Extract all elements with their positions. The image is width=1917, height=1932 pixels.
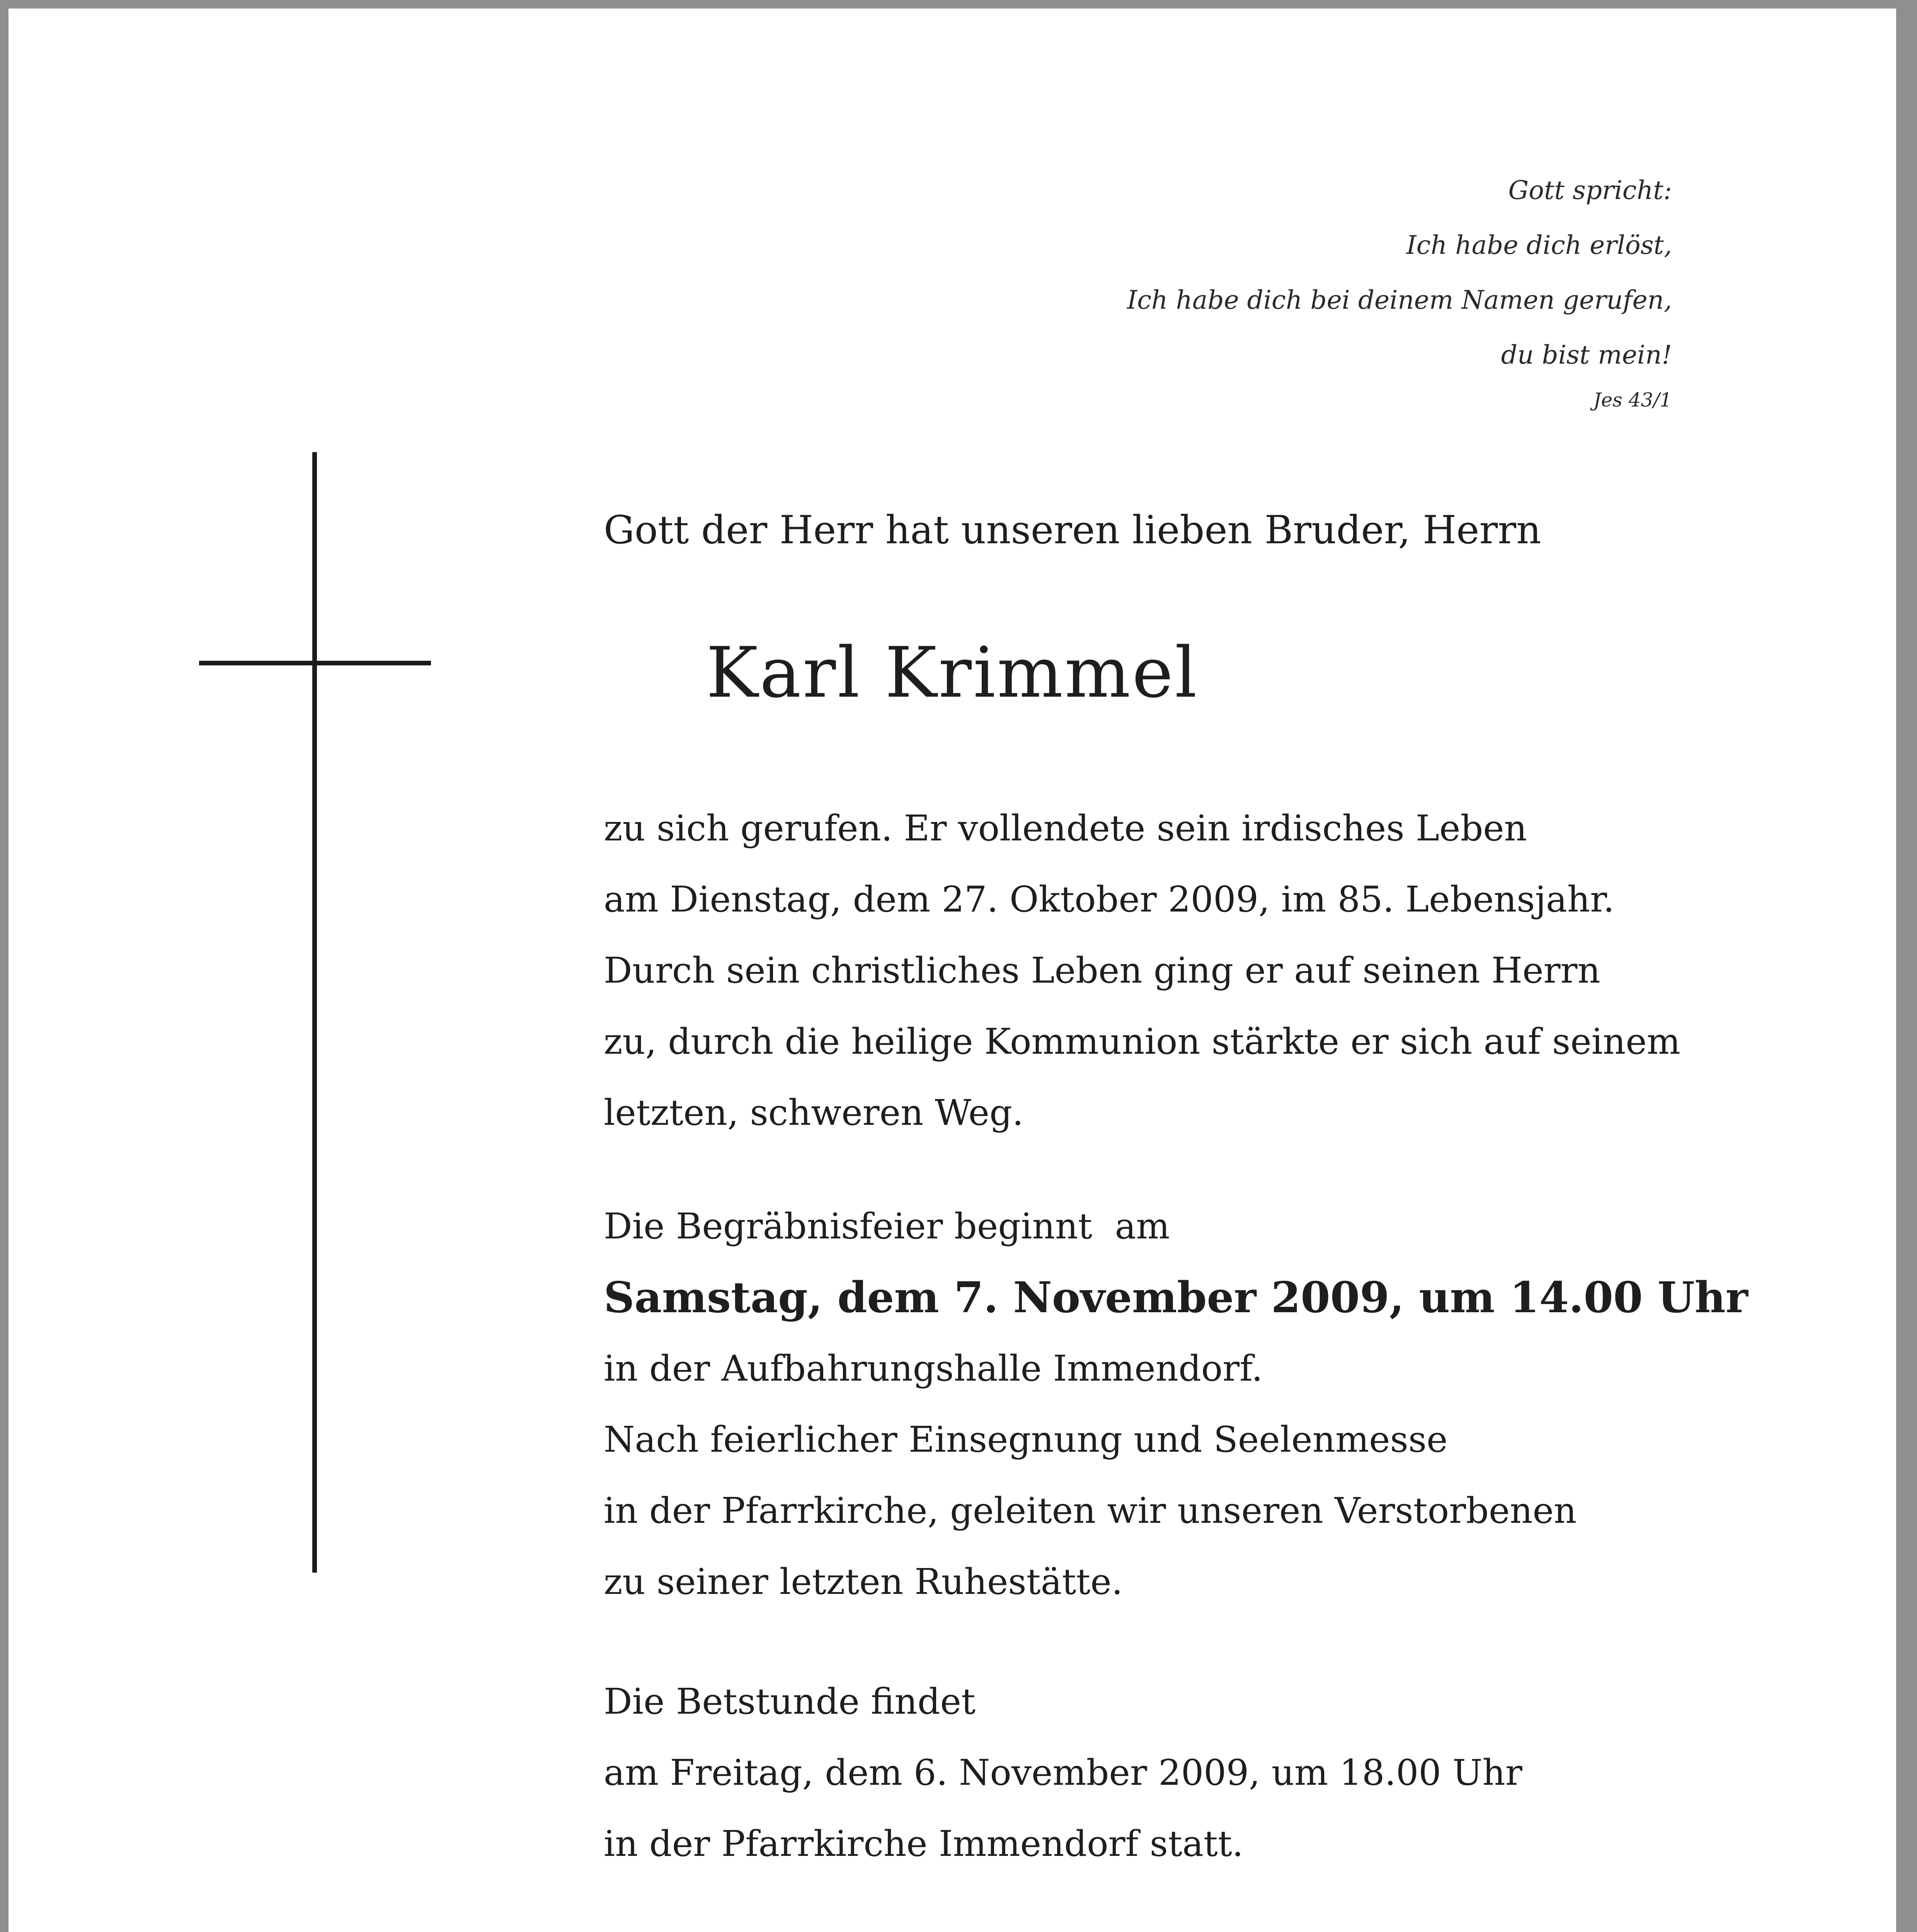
funeral-detail-line: Nach feierlicher Einsegnung und Seelenmesse xyxy=(604,1419,1448,1460)
quote-line: du bist mein! xyxy=(1501,340,1672,370)
paragraph-line: zu, durch die heilige Kommunion stärkte er sich auf seinem xyxy=(604,1021,1681,1062)
bible-quote xyxy=(1127,163,1672,417)
funeral-date-time: Samstag, dem 7. November 2009, um 14.00 Uhr xyxy=(604,1272,1748,1322)
paragraph-line: am Dienstag, dem 27. Oktober 2009, im 85. Lebensjahr. xyxy=(604,879,1615,920)
quote-line: Ich habe dich erlöst, xyxy=(1406,230,1672,260)
death-paragraph xyxy=(604,793,1680,1148)
paragraph-line: Durch sein christliches Leben ging er auf seinen Herrn xyxy=(604,950,1600,991)
quote-line: Ich habe dich bei deinem Namen gerufen, xyxy=(1127,285,1672,315)
cross-icon-vertical-bar xyxy=(312,452,317,1573)
paragraph-line: zu sich gerufen. Er vollendete sein irdisches Leben xyxy=(604,808,1527,849)
paragraph-line: letzten, schweren Weg. xyxy=(604,1092,1024,1133)
quote-line: Gott spricht: xyxy=(1508,175,1672,205)
deceased-name: Karl Krimmel xyxy=(706,633,1199,713)
quote-reference: Jes 43/1 xyxy=(1593,389,1672,411)
funeral-lead: Die Begräbnisfeier beginnt am xyxy=(604,1206,1170,1247)
prayer-line: in der Pfarrkirche Immendorf statt. xyxy=(604,1823,1244,1864)
intro-line: Gott der Herr hat unseren lieben Bruder, Herrn xyxy=(604,507,1541,553)
prayer-hour-paragraph xyxy=(604,1666,1522,1879)
funeral-paragraph xyxy=(604,1191,1748,1617)
prayer-line: am Freitag, dem 6. November 2009, um 18.00 Uhr xyxy=(604,1752,1522,1793)
funeral-detail-line: in der Pfarrkirche, geleiten wir unseren Verstorbenen xyxy=(604,1490,1577,1531)
obituary-sheet xyxy=(9,9,1896,1932)
prayer-line: Die Betstunde findet xyxy=(604,1681,976,1722)
funeral-detail-line: in der Aufbahrungshalle Immendorf. xyxy=(604,1348,1263,1389)
funeral-detail-line: zu seiner letzten Ruhestätte. xyxy=(604,1561,1123,1602)
